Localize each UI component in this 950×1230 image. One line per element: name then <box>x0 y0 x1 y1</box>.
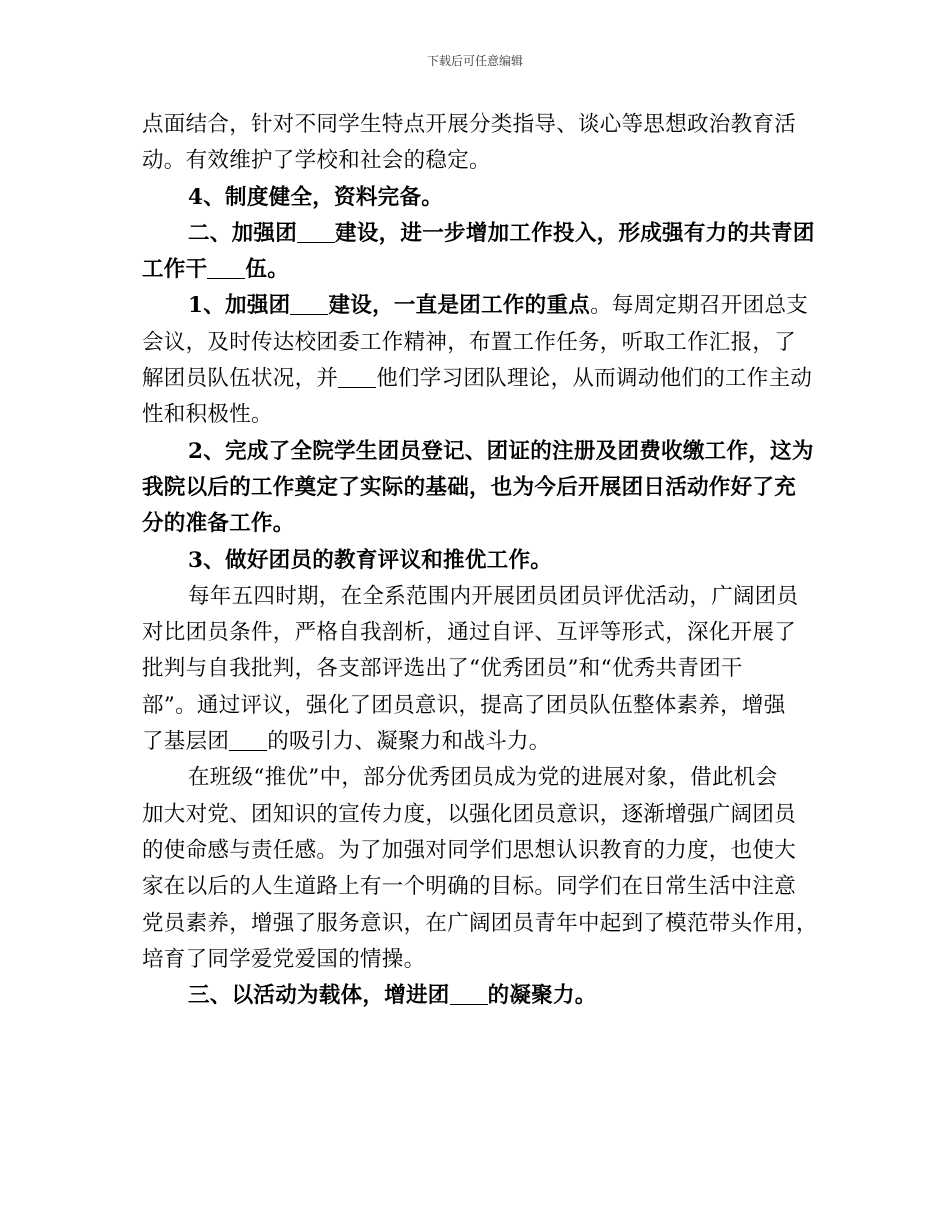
text-line <box>142 470 814 506</box>
text-line <box>142 906 818 942</box>
text-line <box>142 869 814 905</box>
text-run: 每年五四时期，在全系范围内开展团员团员评优活动，广阔团员 <box>188 583 799 609</box>
blank-underline <box>229 730 267 751</box>
section-heading <box>142 978 814 1014</box>
text-line <box>142 107 814 143</box>
text-run: 了基层团 <box>142 729 230 755</box>
text-line <box>142 942 814 978</box>
text-run: 的吸引力、凝聚力和战斗力。 <box>267 729 551 755</box>
text-run: 点面结合，针对不同学生特点开展分类指导、谈心等思想政治教育活 <box>142 112 797 137</box>
text-line <box>142 180 814 216</box>
text-line <box>142 434 814 470</box>
text-run: 分的准备工作。 <box>142 511 295 537</box>
text-run: 1、加强团 <box>188 293 291 319</box>
text-run: 2、完成了全院学生团员登记、团证的注册及团费收缴工作，这为 <box>188 438 814 464</box>
text-run: 解团员队伍状况，并 <box>142 366 339 392</box>
blank-underline <box>207 258 245 279</box>
text-run: 三、以活动为载体，增进团 <box>188 983 450 1009</box>
text-line <box>142 252 814 288</box>
paragraph <box>142 107 814 180</box>
paragraph <box>142 579 814 760</box>
text-line <box>142 288 814 324</box>
text-run: 建设，进一步增加工作投入，形成强有力的共青团 <box>335 220 815 246</box>
text-run: 工作干 <box>142 257 208 283</box>
text-run: 。每周定期召开团总支 <box>590 293 809 319</box>
text-run: 动。有效维护了学校和社会的稳定。 <box>142 148 491 174</box>
text-line <box>142 724 814 760</box>
blank-underline <box>297 222 335 243</box>
text-line <box>142 143 814 179</box>
text-line <box>142 760 814 796</box>
text-line <box>142 506 814 542</box>
text-line <box>142 688 814 724</box>
text-line <box>142 361 814 397</box>
text-line <box>142 651 814 687</box>
text-line <box>142 579 814 615</box>
text-run: 对比团员条件，严格自我剖析，通过自评、互评等形式，深化开展了 <box>142 620 797 646</box>
text-run: 性和积极性。 <box>142 402 273 428</box>
paragraph <box>142 434 814 543</box>
blank-underline <box>290 294 328 315</box>
text-run: 二、加强团 <box>188 220 298 246</box>
text-line <box>142 397 814 433</box>
section-heading <box>142 216 814 289</box>
text-run: 会议，及时传达校团委工作精神，布置工作任务，听取工作汇报，了 <box>142 329 797 355</box>
blank-underline <box>338 367 376 388</box>
document-body <box>142 107 818 1014</box>
text-run: 我院以后的工作奠定了实际的基础，也为今后开展团日活动作好了充 <box>142 474 797 500</box>
text-run: 部”。通过评议，强化了团员意识，提高了团员队伍整体素养，增强 <box>142 692 786 718</box>
text-run: 批判与自我批判，各支部评选出了“优秀团员”和“优秀共青团干 <box>142 656 743 682</box>
text-line <box>142 216 814 252</box>
paragraph <box>142 760 818 978</box>
text-run: 加大对党、团知识的宣传力度，以强化团员意识，逐渐增强广阔团员 <box>142 801 797 827</box>
text-run: 在班级“推优”中，部分优秀团员成为党的进展对象，借此机会 <box>188 765 778 791</box>
text-run: 的使命感与责任感。为了加强对同学们思想认识教育的力度，也使大 <box>142 837 797 863</box>
text-run: 3、做好团员的教育评议和推优工作。 <box>188 547 553 573</box>
text-line <box>142 615 814 651</box>
text-line <box>142 797 814 833</box>
paragraph <box>142 180 814 216</box>
text-run: 伍。 <box>245 257 290 283</box>
text-run: 的凝聚力。 <box>487 983 597 1009</box>
text-line <box>142 833 814 869</box>
text-line <box>142 978 814 1014</box>
text-run: 党员素养，增强了服务意识，在广阔团员青年中起到了模范带头作用， <box>142 910 818 936</box>
text-line <box>142 325 814 361</box>
text-run: 建设，一直是团工作的重点 <box>328 293 591 319</box>
paragraph <box>142 288 814 433</box>
blank-underline <box>450 984 488 1005</box>
text-run: 他们学习团队理论，从而调动他们的工作主动 <box>376 366 813 392</box>
text-line <box>142 543 814 579</box>
page-header: 下载后可任意编辑 <box>426 54 523 68</box>
text-run: 培育了同学爱党爱国的情操。 <box>142 946 426 972</box>
paragraph <box>142 543 814 579</box>
text-run: 4、制度健全，资料完备。 <box>188 184 444 210</box>
text-run: 家在以后的人生道路上有一个明确的目标。同学们在日常生活中注意 <box>142 874 797 900</box>
